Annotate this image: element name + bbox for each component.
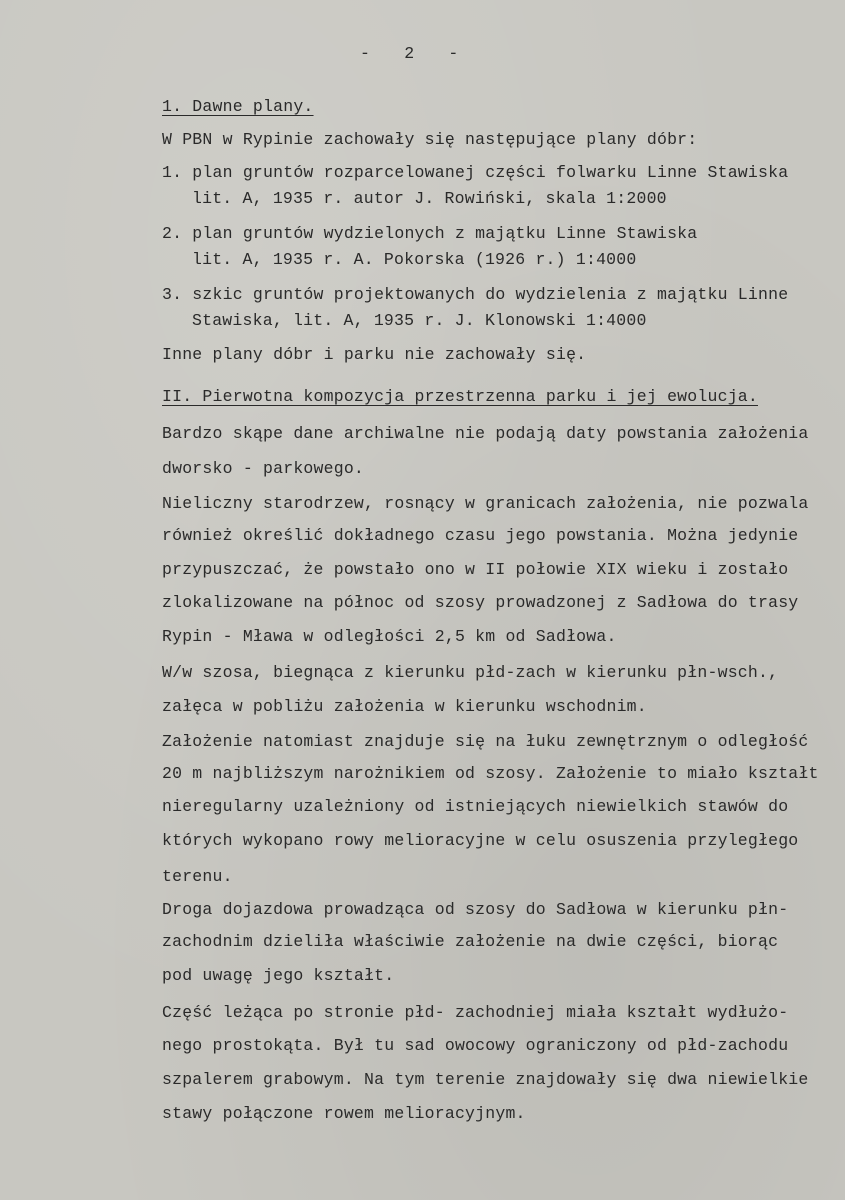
body-line: zachodnim dzieliła właściwie założenie na dwie części, biorąc bbox=[162, 932, 779, 951]
section-1-intro: W PBN w Rypinie zachowały się następujące plany dóbr: bbox=[162, 130, 698, 149]
section-2-heading: II. Pierwotna kompozycja przestrzenna parku i jej ewolucja. bbox=[162, 387, 758, 406]
body-line: nego prostokąta. Był tu sad owocowy ograniczony od płd-zachodu bbox=[162, 1036, 789, 1055]
plan-item-3-line-1: 3. szkic gruntów projektowanych do wydzielenia z majątku Linne bbox=[162, 285, 789, 304]
section-1-closing: Inne plany dóbr i parku nie zachowały się. bbox=[162, 345, 587, 364]
section-1-heading: 1. Dawne plany. bbox=[162, 97, 314, 116]
body-line: Nieliczny starodrzew, rosnący w granicach założenia, nie pozwala bbox=[162, 494, 809, 513]
body-line: stawy połączone rowem melioracyjnym. bbox=[162, 1104, 526, 1123]
body-line: Bardzo skąpe dane archiwalne nie podają daty powstania założenia bbox=[162, 424, 809, 443]
body-line: 20 m najbliższym narożnikiem od szosy. Założenie to miało kształt bbox=[162, 764, 819, 783]
plan-item-3-line-2: Stawiska, lit. A, 1935 r. J. Klonowski 1:4000 bbox=[192, 311, 647, 330]
body-line: pod uwagę jego kształt. bbox=[162, 966, 395, 985]
body-line: W/w szosa, biegnąca z kierunku płd-zach w kierunku płn-wsch., bbox=[162, 663, 779, 682]
body-line: Część leżąca po stronie płd- zachodniej miała kształt wydłużo- bbox=[162, 1003, 789, 1022]
body-line: Rypin - Mława w odległości 2,5 km od Sadłowa. bbox=[162, 627, 617, 646]
plan-item-2-line-1: 2. plan gruntów wydzielonych z majątku Linne Stawiska bbox=[162, 224, 698, 243]
plan-item-2-line-2: lit. A, 1935 r. A. Pokorska (1926 r.) 1:4000 bbox=[192, 250, 637, 269]
body-line: terenu. bbox=[162, 867, 233, 886]
body-line: szpalerem grabowym. Na tym terenie znajdowały się dwa niewielkie bbox=[162, 1070, 809, 1089]
body-line: przypuszczać, że powstało ono w II połowie XIX wieku i zostało bbox=[162, 560, 789, 579]
page-number: - 2 - bbox=[360, 44, 459, 63]
body-line: których wykopano rowy melioracyjne w celu osuszenia przyległego bbox=[162, 831, 799, 850]
body-line: załęca w pobliżu założenia w kierunku wschodnim. bbox=[162, 697, 647, 716]
body-line: również określić dokładnego czasu jego powstania. Można jedynie bbox=[162, 526, 799, 545]
body-line: Droga dojazdowa prowadząca od szosy do Sadłowa w kierunku płn- bbox=[162, 900, 789, 919]
body-line: zlokalizowane na północ od szosy prowadzonej z Sadłowa do trasy bbox=[162, 593, 799, 612]
body-line: nieregularny uzależniony od istniejących niewielkich stawów do bbox=[162, 797, 789, 816]
plan-item-1-line-1: 1. plan gruntów rozparcelowanej części folwarku Linne Stawiska bbox=[162, 163, 789, 182]
body-line: Założenie natomiast znajduje się na łuku zewnętrznym o odległość bbox=[162, 732, 809, 751]
body-line: dworsko - parkowego. bbox=[162, 459, 365, 478]
plan-item-1-line-2: lit. A, 1935 r. autor J. Rowiński, skala 1:2000 bbox=[192, 189, 667, 208]
